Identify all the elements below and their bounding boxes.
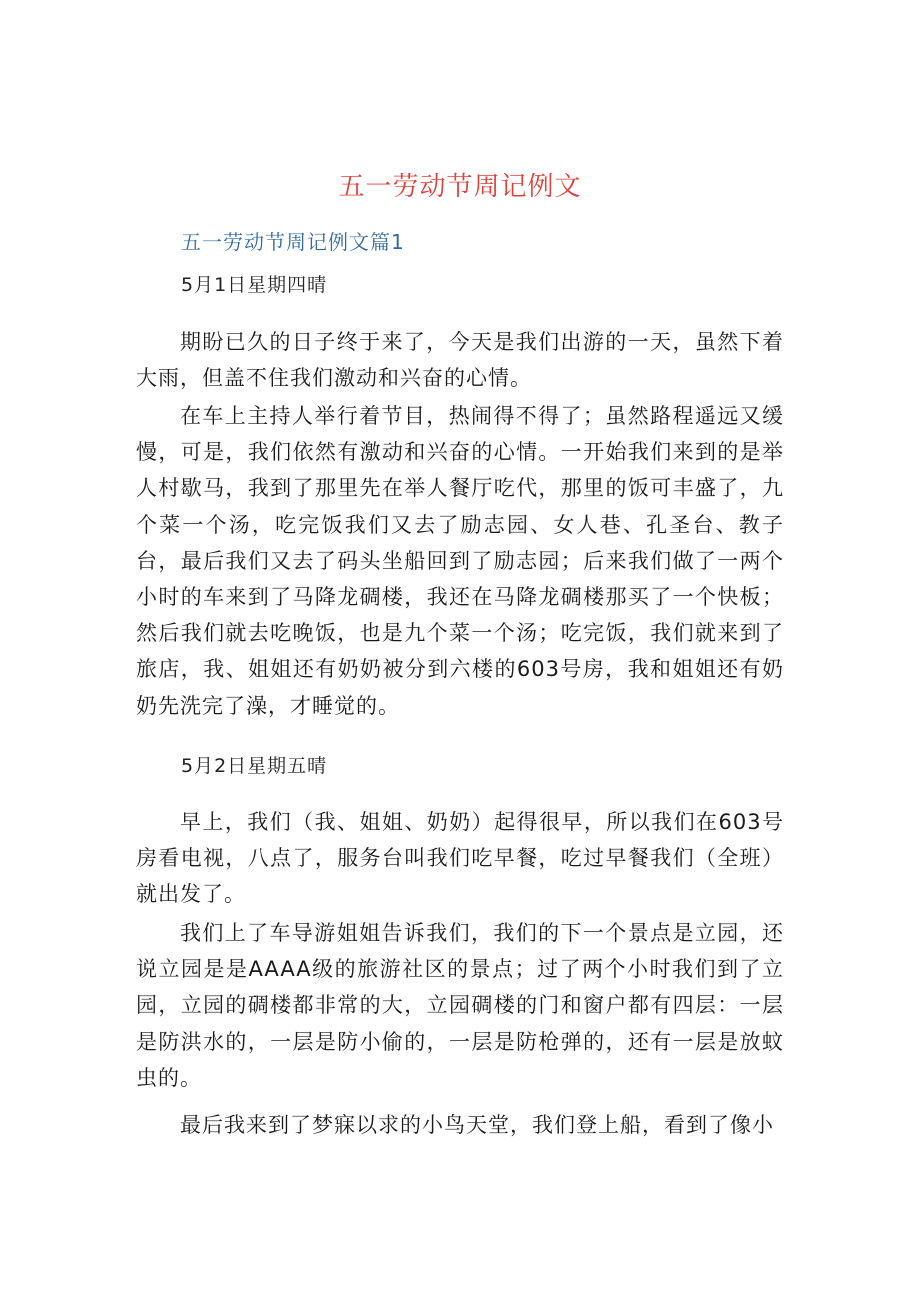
entry-date-1: 5月1日星期四晴 [181,274,328,296]
section-heading: 五一劳动节周记例文篇1 [181,230,405,254]
paragraph: 在车上主持人举行着节目，热闹得不得了；虽然路程遥远又缓慢，可是，我们依然有激动和兴奋的心情。一开始我们来到的是举人村歇马，我到了那里先在举人餐厅吃代，那里的饭可丰盛了，九个菜一个汤，吃完饭我们又去了励志园、女人巷、孔圣台、教子台，最后我们又去了码头坐船回到了励志园；后来我们做了一两个小时的车来到了马降龙碉楼，我还在马降龙碉楼那买了一个快板；然后我们就去吃晚饭，也是九个菜一个汤；吃完饭，我们就来到了旅店，我、姐姐还有奶奶被分到六楼的603号房，我和姐姐还有奶奶先洗完了澡，才睡觉的。 [136,404,784,718]
paragraph: 我们上了车导游姐姐告诉我们，我们的下一个景点是立园，还说立园是是AAAA级的旅游社区的景点；过了两个小时我们到了立园，立园的碉楼都非常的大，立园碉楼的门和窗户都有四层：一层是防洪水的，一层是防小偷的，一层是防枪弹的，还有一层是放蚊虫的。 [136,921,784,1090]
paragraph: 早上，我们（我、姐姐、奶奶）起得很早，所以我们在603号房看电视，八点了，服务台叫我们吃早餐，吃过早餐我们（全班）就出发了。 [136,810,784,907]
paragraph: 期盼已久的日子终于来了，今天是我们出游的一天，虽然下着大雨，但盖不住我们激动和兴奋的心情。 [136,330,784,391]
document-title: 五一劳动节周记例文 [338,172,582,202]
entry-date-2: 5月2日星期五晴 [181,755,328,777]
paragraph: 最后我来到了梦寐以求的小鸟天堂，我们登上船，看到了像小 [180,1113,774,1137]
